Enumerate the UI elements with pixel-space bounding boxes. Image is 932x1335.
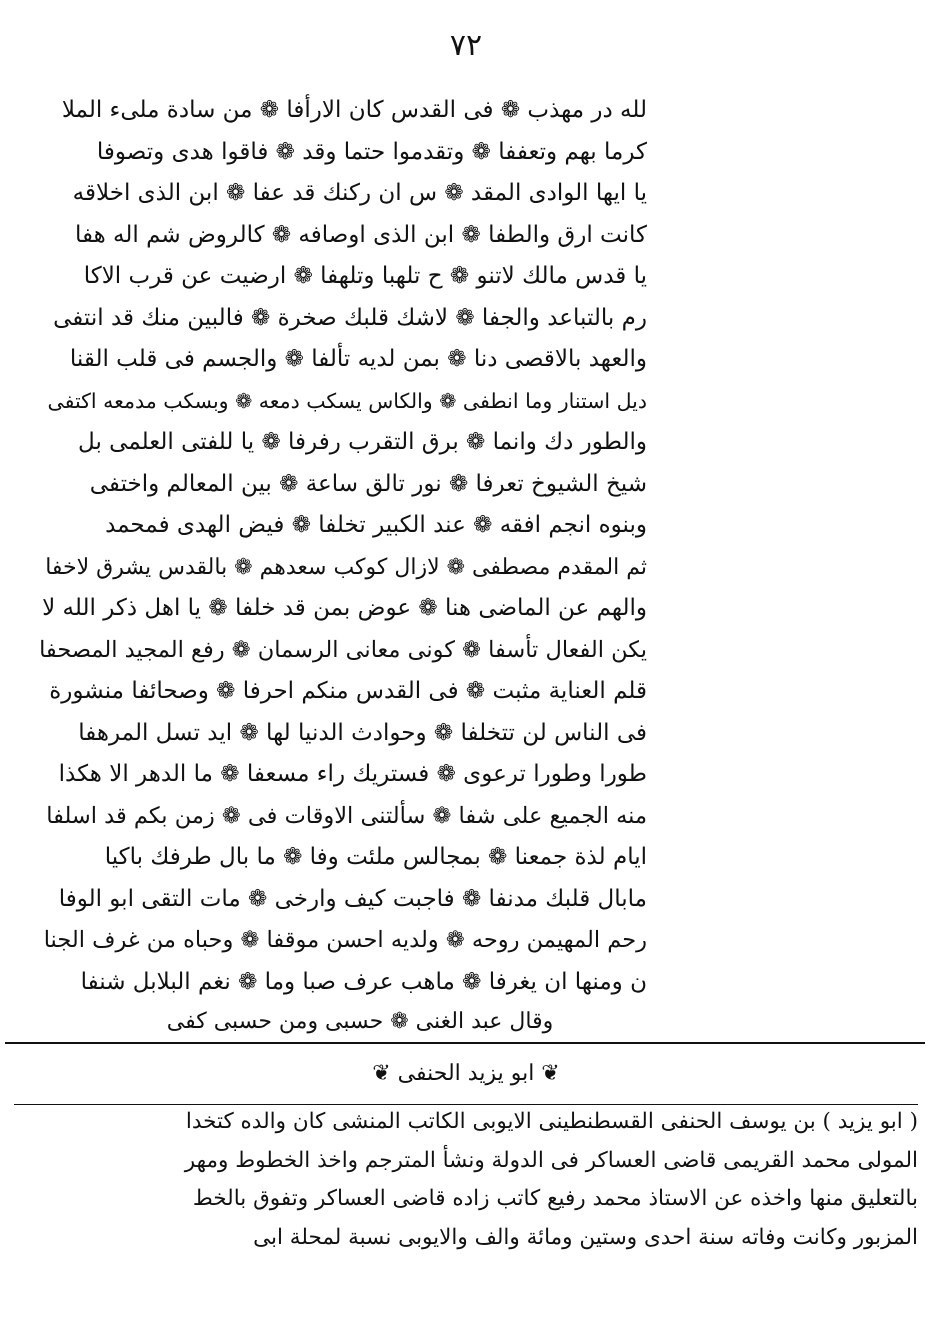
poem-closing-line: وقال عبد الغنى ❁ حسبى ومن حسبى كفى bbox=[166, 1009, 554, 1034]
verse-line: يا ايها الوادى المقد ❁ س ان ركنك قد عفا ❁ ابن الذى اخلاقه bbox=[72, 180, 647, 206]
verse-line: فى الناس لن تتخلفا ❁ وحوادث الدنيا لها ❁ ايد تسل المرهفا bbox=[78, 719, 647, 746]
verse-line: وبنوه انجم افقه ❁ عند الكبير تخلفا ❁ فيض الهدى فمحمد bbox=[105, 512, 647, 538]
verse-line: يكن الفعال تأسفا ❁ كونى معانى الرسمان ❁ رفع المجيد المصحفا bbox=[39, 636, 647, 663]
prose-line: ( ابو يزيد ) بن يوسف الحنفى القسطنطينى الايوبى الكاتب المنشى كان والده كتخدا bbox=[185, 1109, 918, 1134]
verse-line: منه الجميع على شفا ❁ سألتنى الاوقات فى ❁ زمن بكم قد اسلفا bbox=[46, 802, 647, 829]
verse-line: ثم المقدم مصطفى ❁ لازال كوكب سعدهم ❁ بالقدس يشرق لاخفا bbox=[45, 554, 647, 580]
verse-line: والعهد بالاقصى دنا ❁ بمن لديه تألفا ❁ والجسم فى قلب القنا bbox=[69, 346, 647, 372]
verse-line: رحم المهيمن روحه ❁ ولديه احسن موقفا ❁ وحباه من غرف الجنا bbox=[43, 927, 647, 953]
verse-line: لله در مهذب ❁ فى القدس كان الارأفا ❁ من سادة ملىء الملا bbox=[61, 97, 647, 123]
section-title: ❦ ابو يزيد الحنفى ❦ bbox=[372, 1061, 560, 1086]
verse-line: كانت ارق والطفا ❁ ابن الذى اوصافه ❁ كالروض شم اله هفا bbox=[74, 221, 647, 248]
verse-line: ن ومنها ان يغرفا ❁ ماهب عرف صبا وما ❁ نغم البلابل شنفا bbox=[80, 968, 647, 995]
prose-line: المزبور وكانت وفاته سنة احدى وستين ومائة والف والايوبى نسبة لمحلة ابى bbox=[253, 1224, 918, 1250]
verse-line: كرما بهم وتعففا ❁ وتقدموا حتما وقد ❁ فاقوا هدى وتصوفا bbox=[96, 138, 647, 165]
prose-line: المولى محمد القريمى قاضى العساكر فى الدولة ونشأ المترجم واخذ الخطوط ومهر bbox=[184, 1147, 918, 1173]
verse-line: ديل استنار وما انطفى ❁ والكاس يسكب دمعه ❁ وبسكب مدمعه اكتفى bbox=[47, 388, 647, 413]
page-number: ٧٢ bbox=[449, 28, 483, 63]
verse-line: رم بالتباعد والجفا ❁ لاشك قلبك صخرة ❁ فالبين منك قد انتفى bbox=[53, 304, 647, 331]
verse-line: يا قدس مالك لاتنو ❁ ح تلهبا وتلهفا ❁ ارضيت عن قرب الاكا bbox=[83, 263, 647, 289]
biography-paragraph bbox=[10, 1103, 918, 1257]
prose-line: بالتعليق منها واخذه عن الاستاذ محمد رفيع كاتب زاده قاضى العساكر وتفوق بالخط bbox=[192, 1186, 918, 1211]
section-divider bbox=[5, 1042, 925, 1044]
verse-line: والطور دك وانما ❁ برق التقرب رفرفا ❁ يا للفتى العلمى بل bbox=[78, 429, 647, 455]
verse-line: قلم العناية مثبت ❁ فى القدس منكم احرفا ❁ وصحائفا منشورة bbox=[49, 678, 647, 704]
verse-line: والهم عن الماضى هنا ❁ عوض بمن قد خلفا ❁ يا اهل ذكر الله لا bbox=[42, 595, 647, 621]
poem bbox=[35, 90, 647, 1003]
verse-line: ايام لذة جمعنا ❁ بمجالس ملئت وفا ❁ ما بال طرفك باكيا bbox=[104, 844, 647, 870]
verse-line: مابال قلبك مدنفا ❁ فاجبت كيف وارخى ❁ مات التقى ابو الوفا bbox=[58, 885, 647, 912]
verse-line: طورا وطورا ترعوى ❁ فستريك راء مسعفا ❁ ما الدهر الا هكذا bbox=[58, 761, 647, 787]
verse-line: شيخ الشيوخ تعرفا ❁ نور تالق ساعة ❁ بين المعالم واختفى bbox=[89, 470, 647, 497]
